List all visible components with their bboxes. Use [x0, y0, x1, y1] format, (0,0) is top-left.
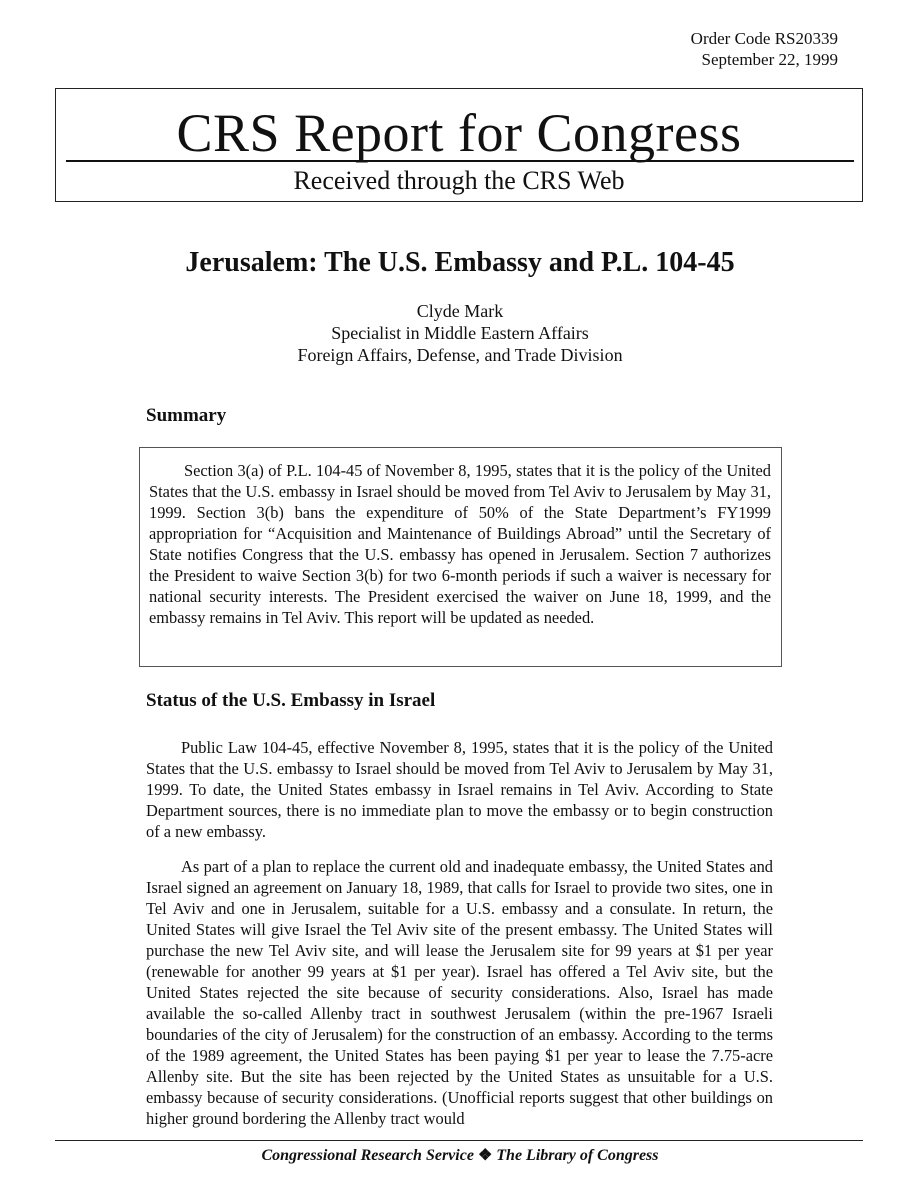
section-heading: Status of the U.S. Embassy in Israel [146, 690, 436, 711]
footer [0, 1145, 920, 1165]
summary-box [139, 447, 782, 667]
author-name: Clyde Mark [416, 301, 504, 321]
banner-subtitle: Received through the CRS Web [293, 166, 625, 195]
summary-heading: Summary [146, 405, 227, 426]
report-banner [55, 88, 863, 202]
footer-divider [55, 1140, 863, 1141]
author-title: Specialist in Middle Eastern Affairs [331, 323, 589, 343]
body-paragraph-2: As part of a plan to replace the current old and inadequate embassy, the United States and Israel signed an agreement on January 18, 1989, that calls for Israel to provide two sites, one in Tel Aviv and one in Jerusalem, suitable for a U.S. embassy and a consulate. In return, the United States will give Israel the Tel Aviv site of the present embassy. The United States will purchase the new Tel Aviv site, and will lease the Jerusalem site for 99 years at $1 per year (renewable for another 99 years at $1 per year). Israel has offered a Tel Aviv site, but the United States rejected the site because of security considerations. Also, Israel has made available the so-called Allenby tract in southwest Jerusalem (within the pre-1967 Israeli boundaries of the city of Jerusalem) for the construction of an embassy. According to the terms of the 1989 agreement, the United States has been paying $1 per year to lease the 7.75-acre Allenby site. But the site has been rejected by the United States as unsuitable for a U.S. embassy because of security considerations. (Unofficial reports suggest that other buildings on higher ground bordering the Allenby tract would [146, 857, 773, 1128]
order-code-block [691, 28, 838, 70]
author-block [0, 300, 920, 366]
footer-separator-icon: ❖ [477, 1147, 493, 1164]
summary-text: Section 3(a) of P.L. 104-45 of November 8, 1995, states that it is the policy of the United States that the U.S. embassy in Israel should be moved from Tel Aviv to Jerusalem by May 31, 1999. Section 3(b) bans the expenditure of 50% of the State Department’s FY1999 appropriation for “Acquisition and Maintenance of Buildings Abroad” until the Secretary of State notifies Congress that the U.S. embassy has opened in Jerusalem. Section 7 authorizes the President to waive Section 3(b) for two 6-month periods if such a waiver is necessary for national security interests. The President exercised the waiver on June 18, 1999, and the embassy remains in Tel Aviv. This report will be updated as needed. [149, 461, 771, 627]
report-date: September 22, 1999 [701, 50, 838, 69]
document-title: Jerusalem: The U.S. Embassy and P.L. 104-45 [185, 247, 735, 278]
banner-divider [66, 160, 854, 162]
author-division: Foreign Affairs, Defense, and Trade Division [297, 345, 623, 365]
footer-right: The Library of Congress [496, 1147, 659, 1164]
footer-left: Congressional Research Service [261, 1147, 474, 1164]
body-paragraph-1: Public Law 104-45, effective November 8, 1995, states that it is the policy of the United States that the U.S. embassy to Israel should be moved from Tel Aviv to Jerusalem by May 31, 1999. To date, the United States embassy in Israel remains in Tel Aviv. According to State Department sources, there is no immediate plan to move the embassy or to begin construction of a new embassy. [146, 738, 773, 841]
banner-title: CRS Report for Congress [176, 103, 742, 163]
order-code: Order Code RS20339 [690, 29, 838, 48]
